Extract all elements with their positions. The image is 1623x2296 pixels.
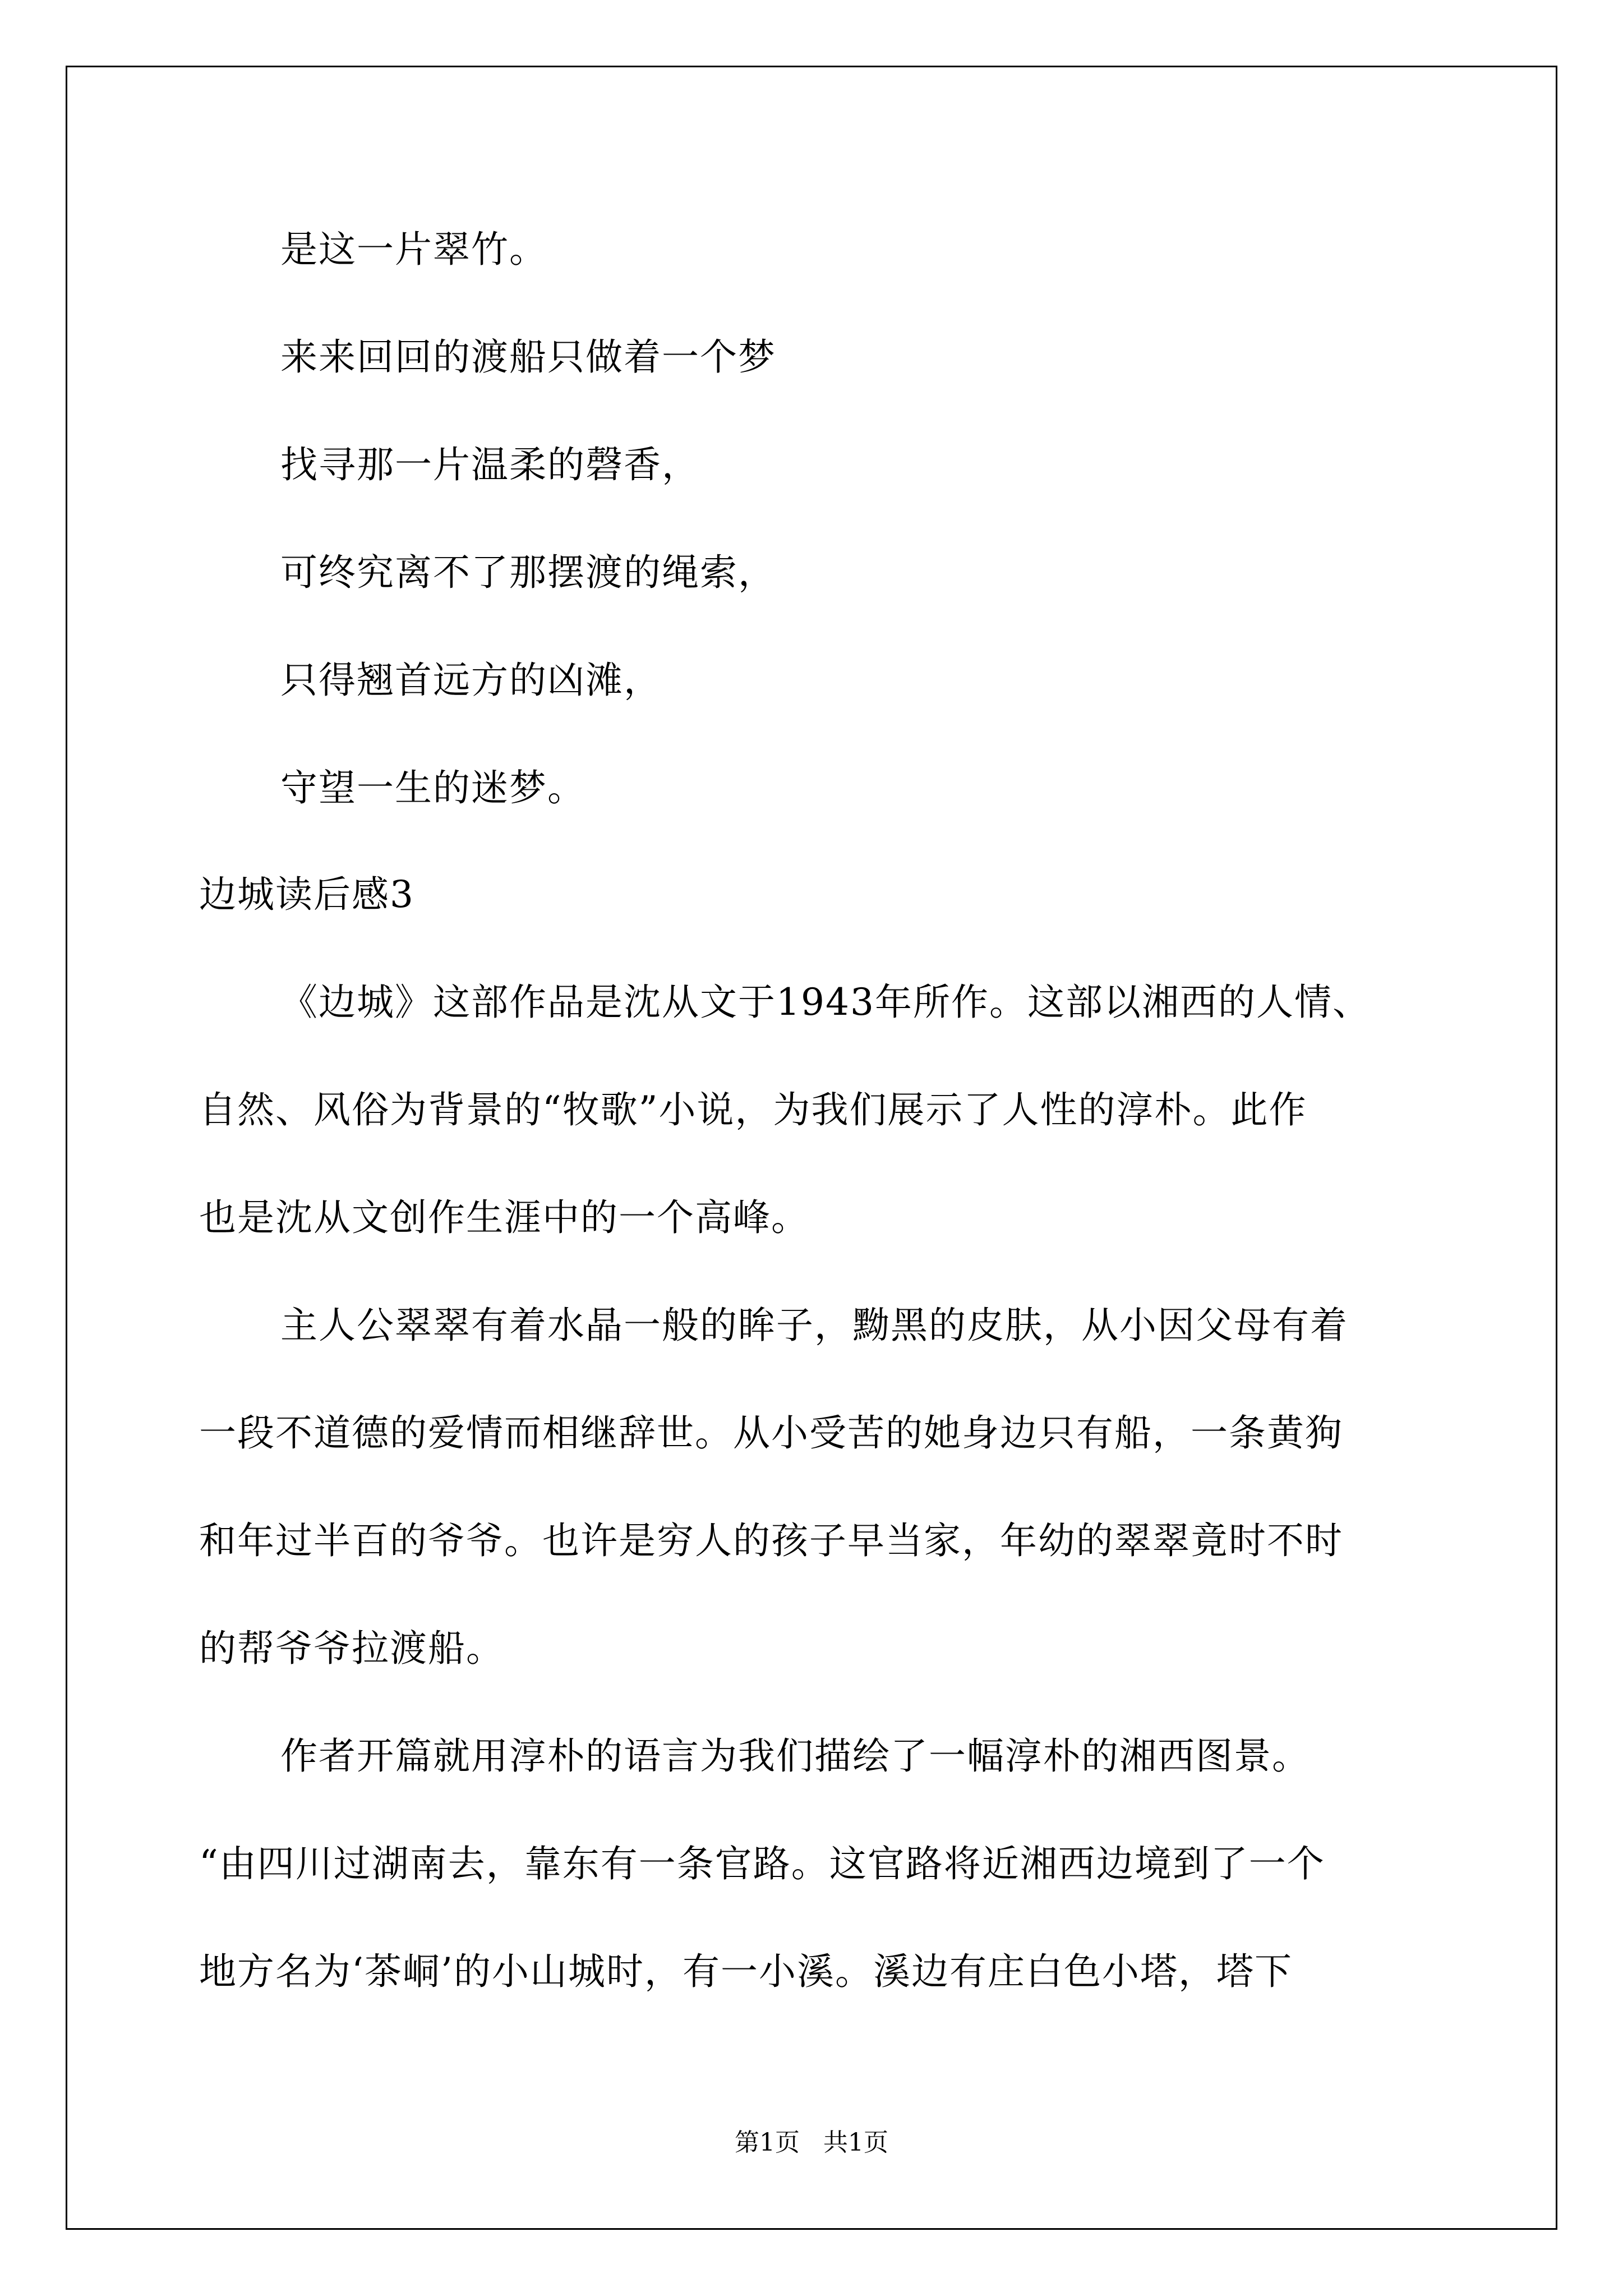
- poem-line: 是这一片翠竹。: [280, 228, 547, 271]
- poem-line: 找寻那一片温柔的磬香，: [280, 443, 700, 486]
- poem-line: 只得翘首远方的凶滩，: [280, 659, 662, 702]
- page-footer: 第1页 共1页: [735, 2128, 888, 2157]
- paragraph-line: 的帮爷爷拉渡船。: [199, 1627, 504, 1670]
- section-title: 边城读后感3: [199, 873, 414, 916]
- poem-line: 来来回回的渡船只做着一个梦: [280, 335, 776, 379]
- paragraph-line: 也是沈从文创作生涯中的一个高峰。: [199, 1196, 809, 1239]
- paragraph-line: “由四川过湖南去，靠东有一条官路。这官路将近湘西边境到了一个: [199, 1842, 1325, 1885]
- page-border: [66, 66, 1557, 2230]
- paragraph-line: 作者开篇就用淳朴的语言为我们描绘了一幅淳朴的湘西图景。: [280, 1734, 1310, 1778]
- paragraph-line: 和年过半百的爷爷。也许是穷人的孩子早当家，年幼的翠翠竟时不时: [199, 1519, 1343, 1562]
- poem-line: 守望一生的迷梦。: [280, 766, 585, 809]
- poem-line: 可终究离不了那摆渡的绳索，: [280, 551, 776, 594]
- paragraph-line: 一段不道德的爱情而相继辞世。从小受苦的她身边只有船，一条黄狗: [199, 1411, 1343, 1455]
- paragraph-line: 主人公翠翠有着水晶一般的眸子，黝黑的皮肤，从小因父母有着: [280, 1304, 1348, 1347]
- paragraph-line: 《边城》这部作品是沈从文于1943年所作。这部以湘西的人情、: [280, 981, 1371, 1024]
- paragraph-line: 地方名为‘茶峒’的小山城时，有一小溪。溪边有庄白色小塔，塔下: [199, 1950, 1293, 1993]
- paragraph-line: 自然、风俗为背景的“牧歌”小说，为我们展示了人性的淳朴。此作: [199, 1088, 1307, 1131]
